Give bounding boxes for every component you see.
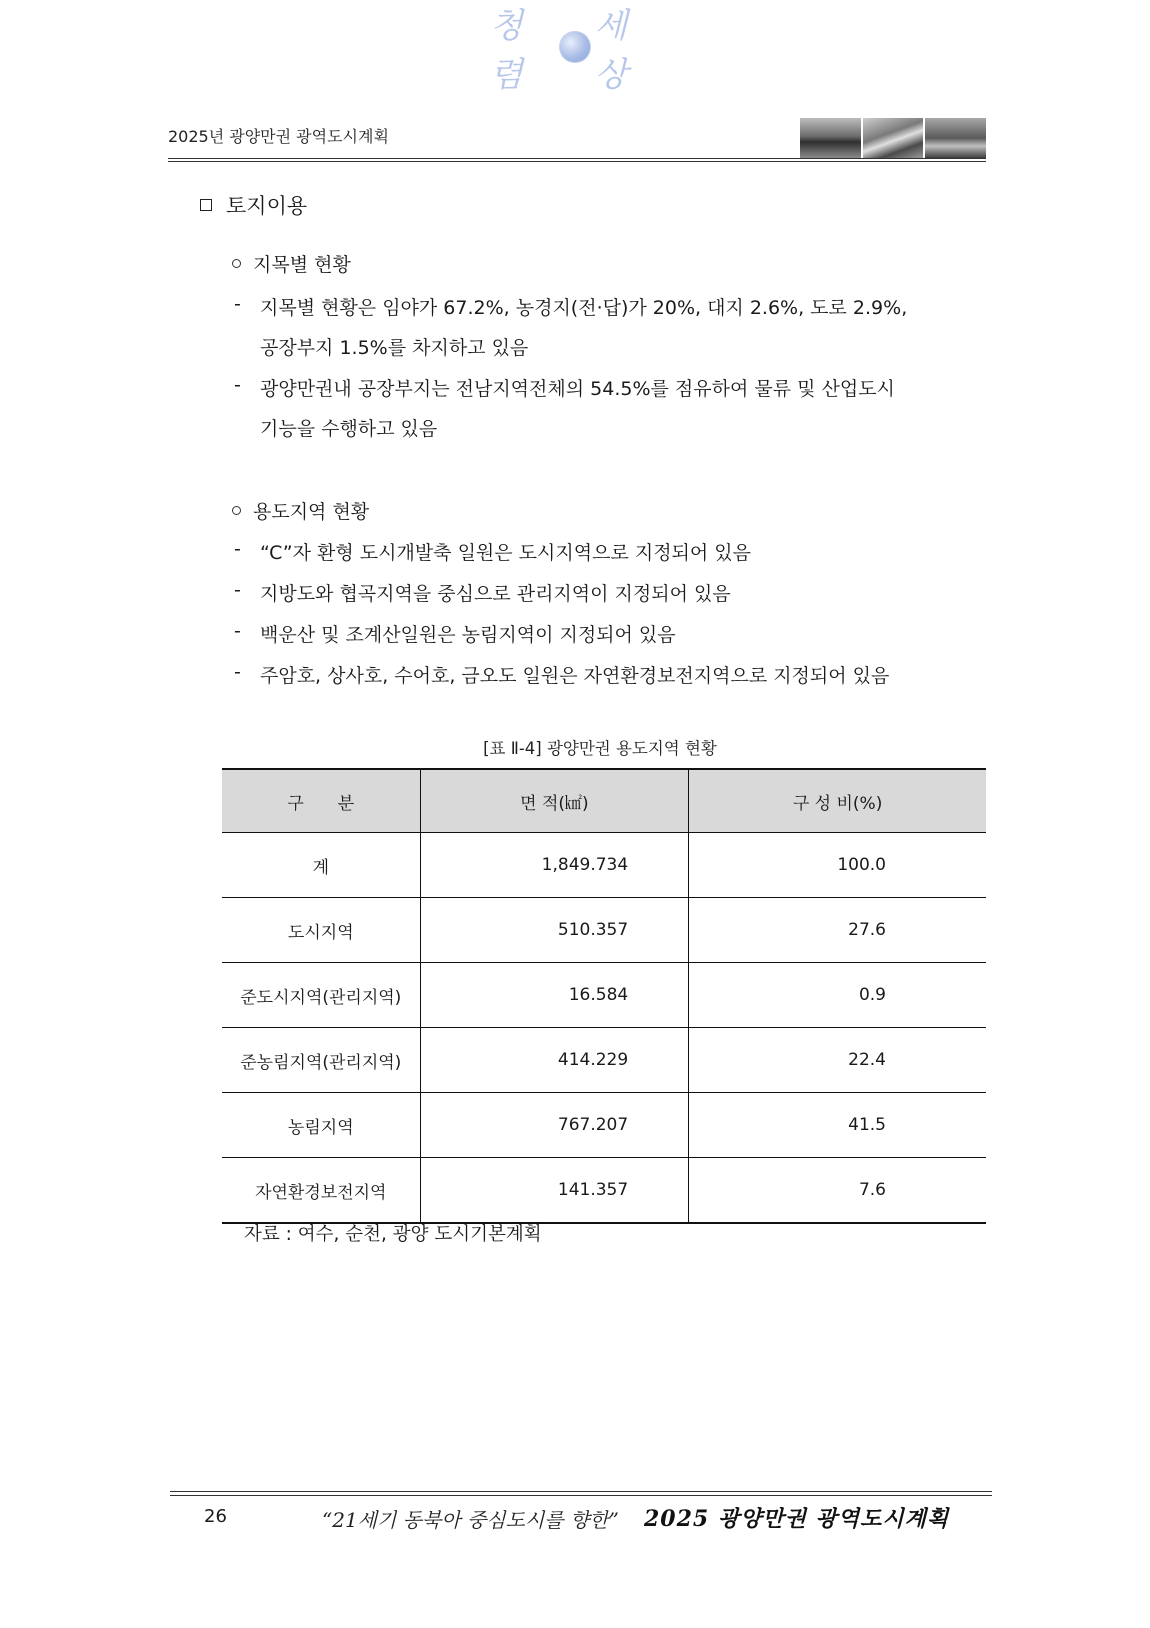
table-row [222,833,986,898]
table-source: 자료 : 여수, 순천, 광양 도시기본계획 [244,1224,542,1245]
subheading-text: 용도지역 현황 [253,501,370,523]
list-item-text: 주암호, 상사호, 수어호, 금오도 일원은 자연환경보전지역으로 지정되어 있음 [260,665,890,687]
list-item [234,661,994,688]
list-item-continuation: 공장부지 1.5%를 차지하고 있음 [260,337,529,359]
list-item [234,538,994,565]
footer-slogan: “21세기 동북아 중심도시를 향한” [322,1508,619,1532]
globe-icon [559,31,590,63]
table-row [222,898,986,963]
section-title: 토지이용 [226,194,308,218]
list-item-text: 광양만권내 공장부지는 전남지역전체의 54.5%를 점유하여 물류 및 산업도시 [260,378,895,400]
dash-bullet: - [234,579,241,601]
dash-bullet: - [234,661,241,683]
cell-ratio: 0.9 [689,963,986,1028]
list-item-continuation: 기능을 수행하고 있음 [260,418,438,440]
cell-area: 1,849.734 [420,833,689,898]
header-ratio: 구 성 비(%) [689,769,986,833]
cell-area: 16.584 [420,963,689,1028]
header-photo-sunset [800,118,861,158]
header-area: 면 적(㎢) [420,769,689,833]
subheading-text: 지목별 현황 [253,254,351,276]
subheading-zoning [232,497,369,524]
table-row [222,1028,986,1093]
cell-area: 414.229 [420,1028,689,1093]
dash-bullet: - [234,538,241,560]
footer-rule [170,1491,992,1492]
header-rule [168,158,986,159]
list-item-text: 지방도와 협곡지역을 중심으로 관리지역이 지정되어 있음 [260,583,731,605]
list-item [234,579,994,606]
cell-ratio: 27.6 [689,898,986,963]
table-row [222,1158,986,1224]
header-rule-double [168,161,986,162]
header-photo-river [863,118,924,158]
list-item [234,620,994,647]
cell-area: 510.357 [420,898,689,963]
cell-area: 141.357 [420,1158,689,1224]
dash-bullet: - [234,374,241,396]
cell-name: 계 [222,833,420,898]
logo-text-right: 세상 [594,6,629,95]
subheading-land-category [232,250,351,277]
footer-rule-double [170,1495,992,1496]
dash-bullet: - [234,620,241,642]
logo [490,6,660,95]
header-photo-city [925,118,986,158]
cell-ratio: 41.5 [689,1093,986,1158]
list-item-text: 지목별 현황은 임야가 67.2%, 농경지(전·답)가 20%, 대지 2.6%, 도로 2.9%, [260,297,908,319]
list-item [234,374,994,401]
section-heading [200,190,307,220]
header-category: 구 분 [222,769,420,833]
cell-name: 준농림지역(관리지역) [222,1028,420,1093]
header-title: 2025년 광양만권 광역도시계획 [168,127,389,146]
cell-ratio: 100.0 [689,833,986,898]
ring-bullet-icon [232,506,241,515]
table-row [222,1093,986,1158]
page-number: 26 [204,1506,227,1527]
list-item [234,293,994,320]
cell-name: 자연환경보전지역 [222,1158,420,1224]
footer-document-name: 2025 광양만권 광역도시계획 [644,1506,950,1532]
cell-area: 767.207 [420,1093,689,1158]
list-item-text: “C”자 환형 도시개발축 일원은 도시지역으로 지정되어 있음 [260,542,752,564]
cell-name: 농림지역 [222,1093,420,1158]
table-row [222,963,986,1028]
table-caption: [표 Ⅱ-4] 광양만권 용도지역 현황 [483,739,717,758]
cell-name: 준도시지역(관리지역) [222,963,420,1028]
header-photo-strip [800,118,986,158]
cell-ratio: 7.6 [689,1158,986,1224]
ring-bullet-icon [232,259,241,268]
logo-text-left: 청렴 [490,6,524,95]
dash-bullet: - [234,293,241,315]
cell-ratio: 22.4 [689,1028,986,1093]
checkbox-square-icon [200,199,212,211]
zoning-table [222,768,986,1224]
table-header-row [222,769,986,833]
cell-name: 도시지역 [222,898,420,963]
list-item-text: 백운산 및 조계산일원은 농림지역이 지정되어 있음 [260,624,676,646]
